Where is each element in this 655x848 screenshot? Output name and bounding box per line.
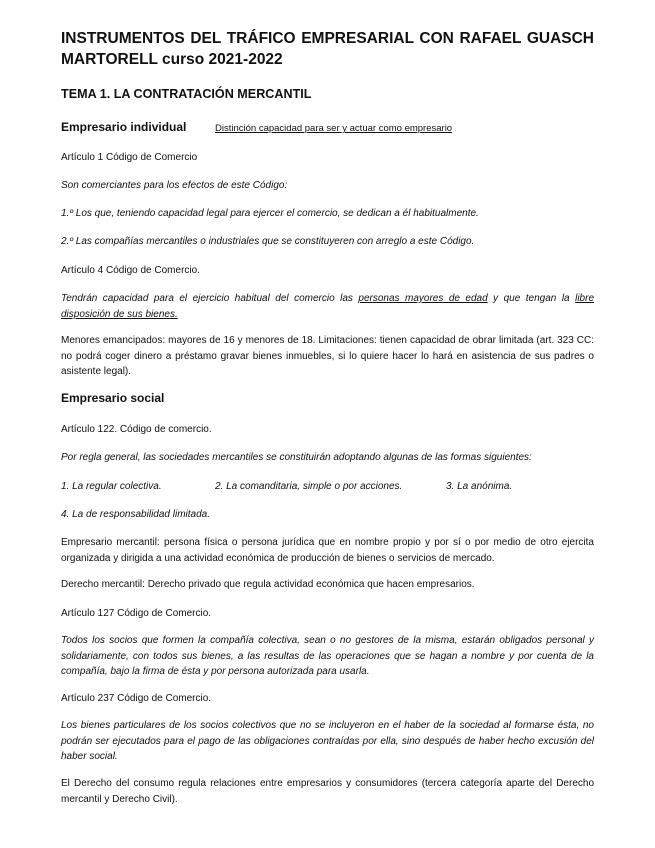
art4-underline-mayores: personas mayores de edad xyxy=(358,293,488,304)
section-tema-heading: TEMA 1. LA CONTRATACIÓN MERCANTIL xyxy=(61,87,312,101)
art4-text-b: y que tengan la xyxy=(487,293,576,304)
art237-reference: Artículo 237 Código de Comercio. xyxy=(61,693,212,704)
art237-text: Los bienes particulares de los socios colectivos que no se incluyeron en el haber de la sociedad al formarse ésta, no podrán ser ejecutados para el pago de las obligaciones contraídas por ella, sino después de haber hecho excusión del haber social. xyxy=(61,720,594,762)
art127-text: Todos los socios que formen la compañía colectiva, sean o no gestores de la misma, estarán obligados personal y solidariamente, con todos sus bienes, a las resultas de las operaciones que se hagan a nombre y por cuenta de la compañía, bajo la firma de ésta y por persona autorizada para usarla. xyxy=(61,635,594,677)
art1-intro: Son comerciantes para los efectos de este Código: xyxy=(61,180,288,191)
def-empresario-mercantil: Empresario mercantil: persona física o persona jurídica que en nombre propio y por sí o por medio de otro ejercita organizada y dirigida a una actividad económica de producción de bienes o servicios de mercado. xyxy=(61,537,594,564)
art1-point-1: 1.º Los que, teniendo capacidad legal para ejercer el comercio, se dedican a él habitualmente. xyxy=(61,208,479,219)
art1-point-2: 2.º Las compañías mercantiles o industriales que se constituyeren con arreglo a este Código. xyxy=(61,236,475,247)
form-item-4: 4. La de responsabilidad limitada. xyxy=(61,509,210,520)
derecho-consumo: El Derecho del consumo regula relaciones entre empresarios y consumidores (tercera categoría aparte del Derecho mercantil y Derecho Civil). xyxy=(61,778,594,805)
form-item-2: 2. La comanditaria, simple o por acciones. xyxy=(215,481,403,492)
art127-reference: Artículo 127 Código de Comercio. xyxy=(61,608,212,619)
form-item-3: 3. La anónima. xyxy=(446,481,513,492)
art122-intro: Por regla general, las sociedades mercantiles se constituirán adoptando algunas de las formas siguientes: xyxy=(61,452,532,463)
art4-text xyxy=(61,291,594,322)
art4-underline-libre: libre disposición de sus bienes. xyxy=(61,293,595,320)
art122-reference: Artículo 122. Código de comercio. xyxy=(61,424,212,435)
note-distincion-capacidad: Distinción capacidad para ser y actuar como empresario xyxy=(215,123,453,134)
heading-empresario-individual: Empresario individual xyxy=(61,120,187,134)
document-title: INSTRUMENTOS DEL TRÁFICO EMPRESARIAL CON RAFAEL GUASCH MARTORELL curso 2021-2022 xyxy=(61,30,594,68)
menores-emancipados: Menores emancipados: mayores de 16 y menores de 18. Limitaciones: tienen capacidad de obrar limitada (art. 323 CC: no podrá coger dinero a préstamo gravar bienes inmuebles, si lo quiere hacer lo hará en asistencia de sus padres o asistente legal). xyxy=(61,335,594,377)
art4-text-a: Tendrán capacidad para el ejercicio habitual del comercio las xyxy=(61,293,359,304)
form-item-1: 1. La regular colectiva. xyxy=(61,481,162,492)
art1-reference: Artículo 1 Código de Comercio xyxy=(61,152,198,163)
art4-reference: Artículo 4 Código de Comercio. xyxy=(61,265,200,276)
heading-empresario-social: Empresario social xyxy=(61,391,165,405)
def-derecho-mercantil: Derecho mercantil: Derecho privado que regula actividad económica que hacen empresarios. xyxy=(61,579,475,590)
